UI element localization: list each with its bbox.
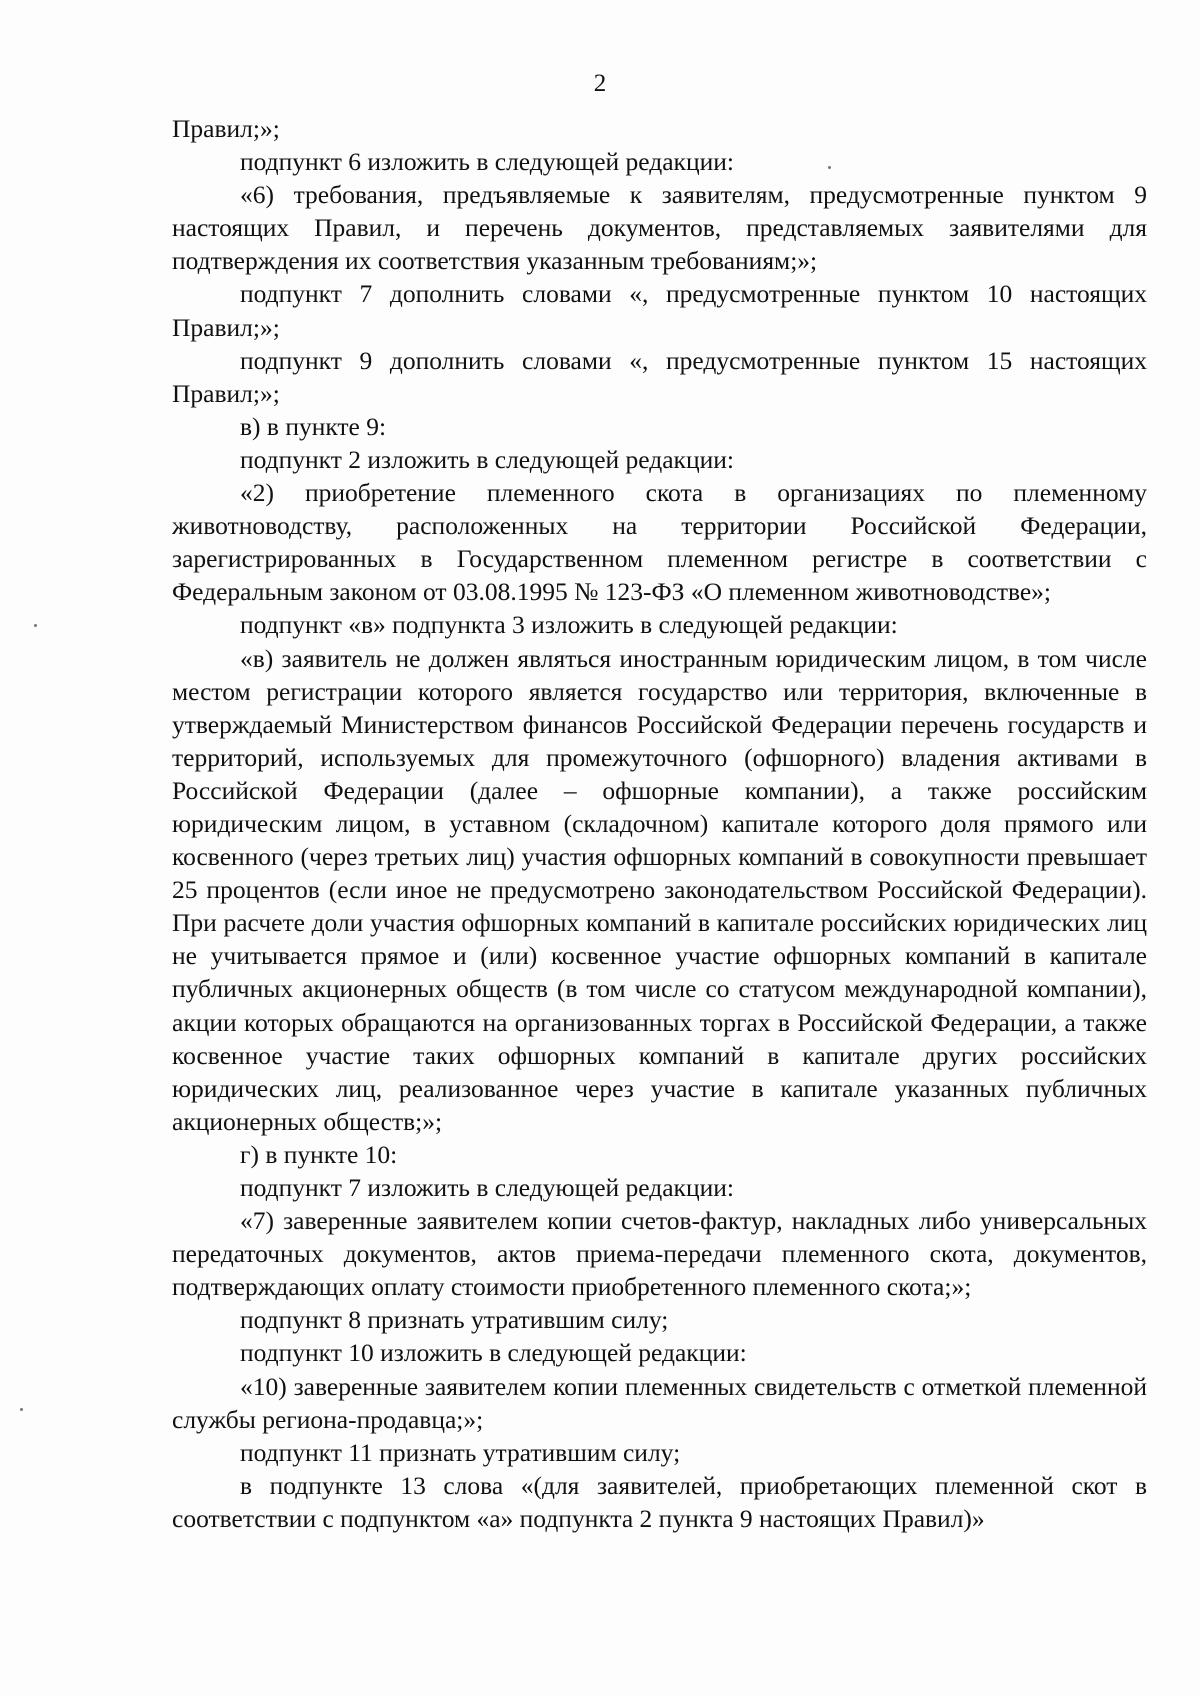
- paragraph: в подпункте 13 слова «(для заявителей, приобретающих племенной скот в соответствии с подпунктом «а» подпункта 2 пункта 9 настоящих Правил)»: [172, 1470, 1147, 1533]
- paragraph: подпункт 2 изложить в следующей редакции:: [240, 444, 734, 474]
- document-body: [172, 112, 1147, 1535]
- paragraph: подпункт 7 изложить в следующей редакции:: [240, 1173, 734, 1202]
- paragraph: в) в пункте 9:: [240, 411, 387, 441]
- paragraph: г) в пункте 10:: [240, 1139, 398, 1169]
- scan-speck: [828, 166, 831, 169]
- paragraph: подпункт 8 признать утратившим силу;: [240, 1305, 669, 1335]
- paragraph: подпункт 7 дополнить словами «, предусмотренные пунктом 10 настоящих Правил;»;: [172, 279, 1147, 342]
- paragraph: подпункт 11 признать утратившим силу;: [240, 1437, 681, 1467]
- scan-speck: [20, 1408, 23, 1411]
- page-number: 2: [593, 70, 607, 97]
- paragraph: «6) требования, предъявляемые к заявителям, предусмотренные пунктом 9 настоящих Правил, и перечень документов, представляемых заявителями для подтверждения их соответствия указанным требованиям;»;: [172, 180, 1147, 276]
- paragraph: «7) заверенные заявителем копии счетов-фактур, накладных либо универсальных передаточных документов, актов приема-передачи племенного скота, документов, подтверждающих оплату стоимости приобретенного племенного скота;»;: [172, 1206, 1147, 1302]
- paragraph: подпункт 10 изложить в следующей редакции:: [240, 1338, 747, 1368]
- scan-speck: [34, 624, 37, 627]
- paragraph: «2) приобретение племенного скота в организациях по племенному животноводству, расположенных на территории Российской Федерации, зарегистрированных в Государственном племенном регистре в соответствии с Федеральным законом от 03.08.1995 № 123-ФЗ «О племенном животноводстве»;: [172, 478, 1147, 607]
- paragraph: подпункт 9 дополнить словами «, предусмотренные пунктом 15 настоящих Правил;»;: [172, 345, 1147, 408]
- paragraph: Правил;»;: [172, 114, 280, 143]
- paragraph: подпункт «в» подпункта 3 изложить в следующей редакции:: [240, 610, 898, 640]
- paragraph: «в) заявитель не должен являться иностранным юридическим лицом, в том числе местом регистрации которого является государство или территория, включенные в утверждаемый Министерством финансов Российской Федерации перечень государств и территорий, используемых для промежуточного (офшорного) владения активами в Российской Федерации (далее – офшорные компании), а также российским юридическим лицом, в уставном (складочном) капитале которого доля прямого или косвенного (через третьих лиц) участия офшорных компаний в совокупности превышает 25 процентов (если иное не предусмотрено законодательством Российской Федерации). При расчете доли участия офшорных компаний в капитале российских юридических лиц не учитывается прямое и (или) косвенное участие офшорных компаний в капитале публичных акционерных обществ (в том числе со статусом международной компании), акции которых обращаются на организованных торгах в Российской Федерации, а также косвенное участие таких офшорных компаний в капитале других российских юридических лиц, реализованное через участие в капитале указанных публичных акционерных обществ;»;: [172, 643, 1147, 1136]
- paragraph: «10) заверенные заявителем копии племенных свидетельств с отметкой племенной службы региона-продавца;»;: [172, 1371, 1147, 1434]
- paragraph: подпункт 6 изложить в следующей редакции:: [240, 147, 734, 177]
